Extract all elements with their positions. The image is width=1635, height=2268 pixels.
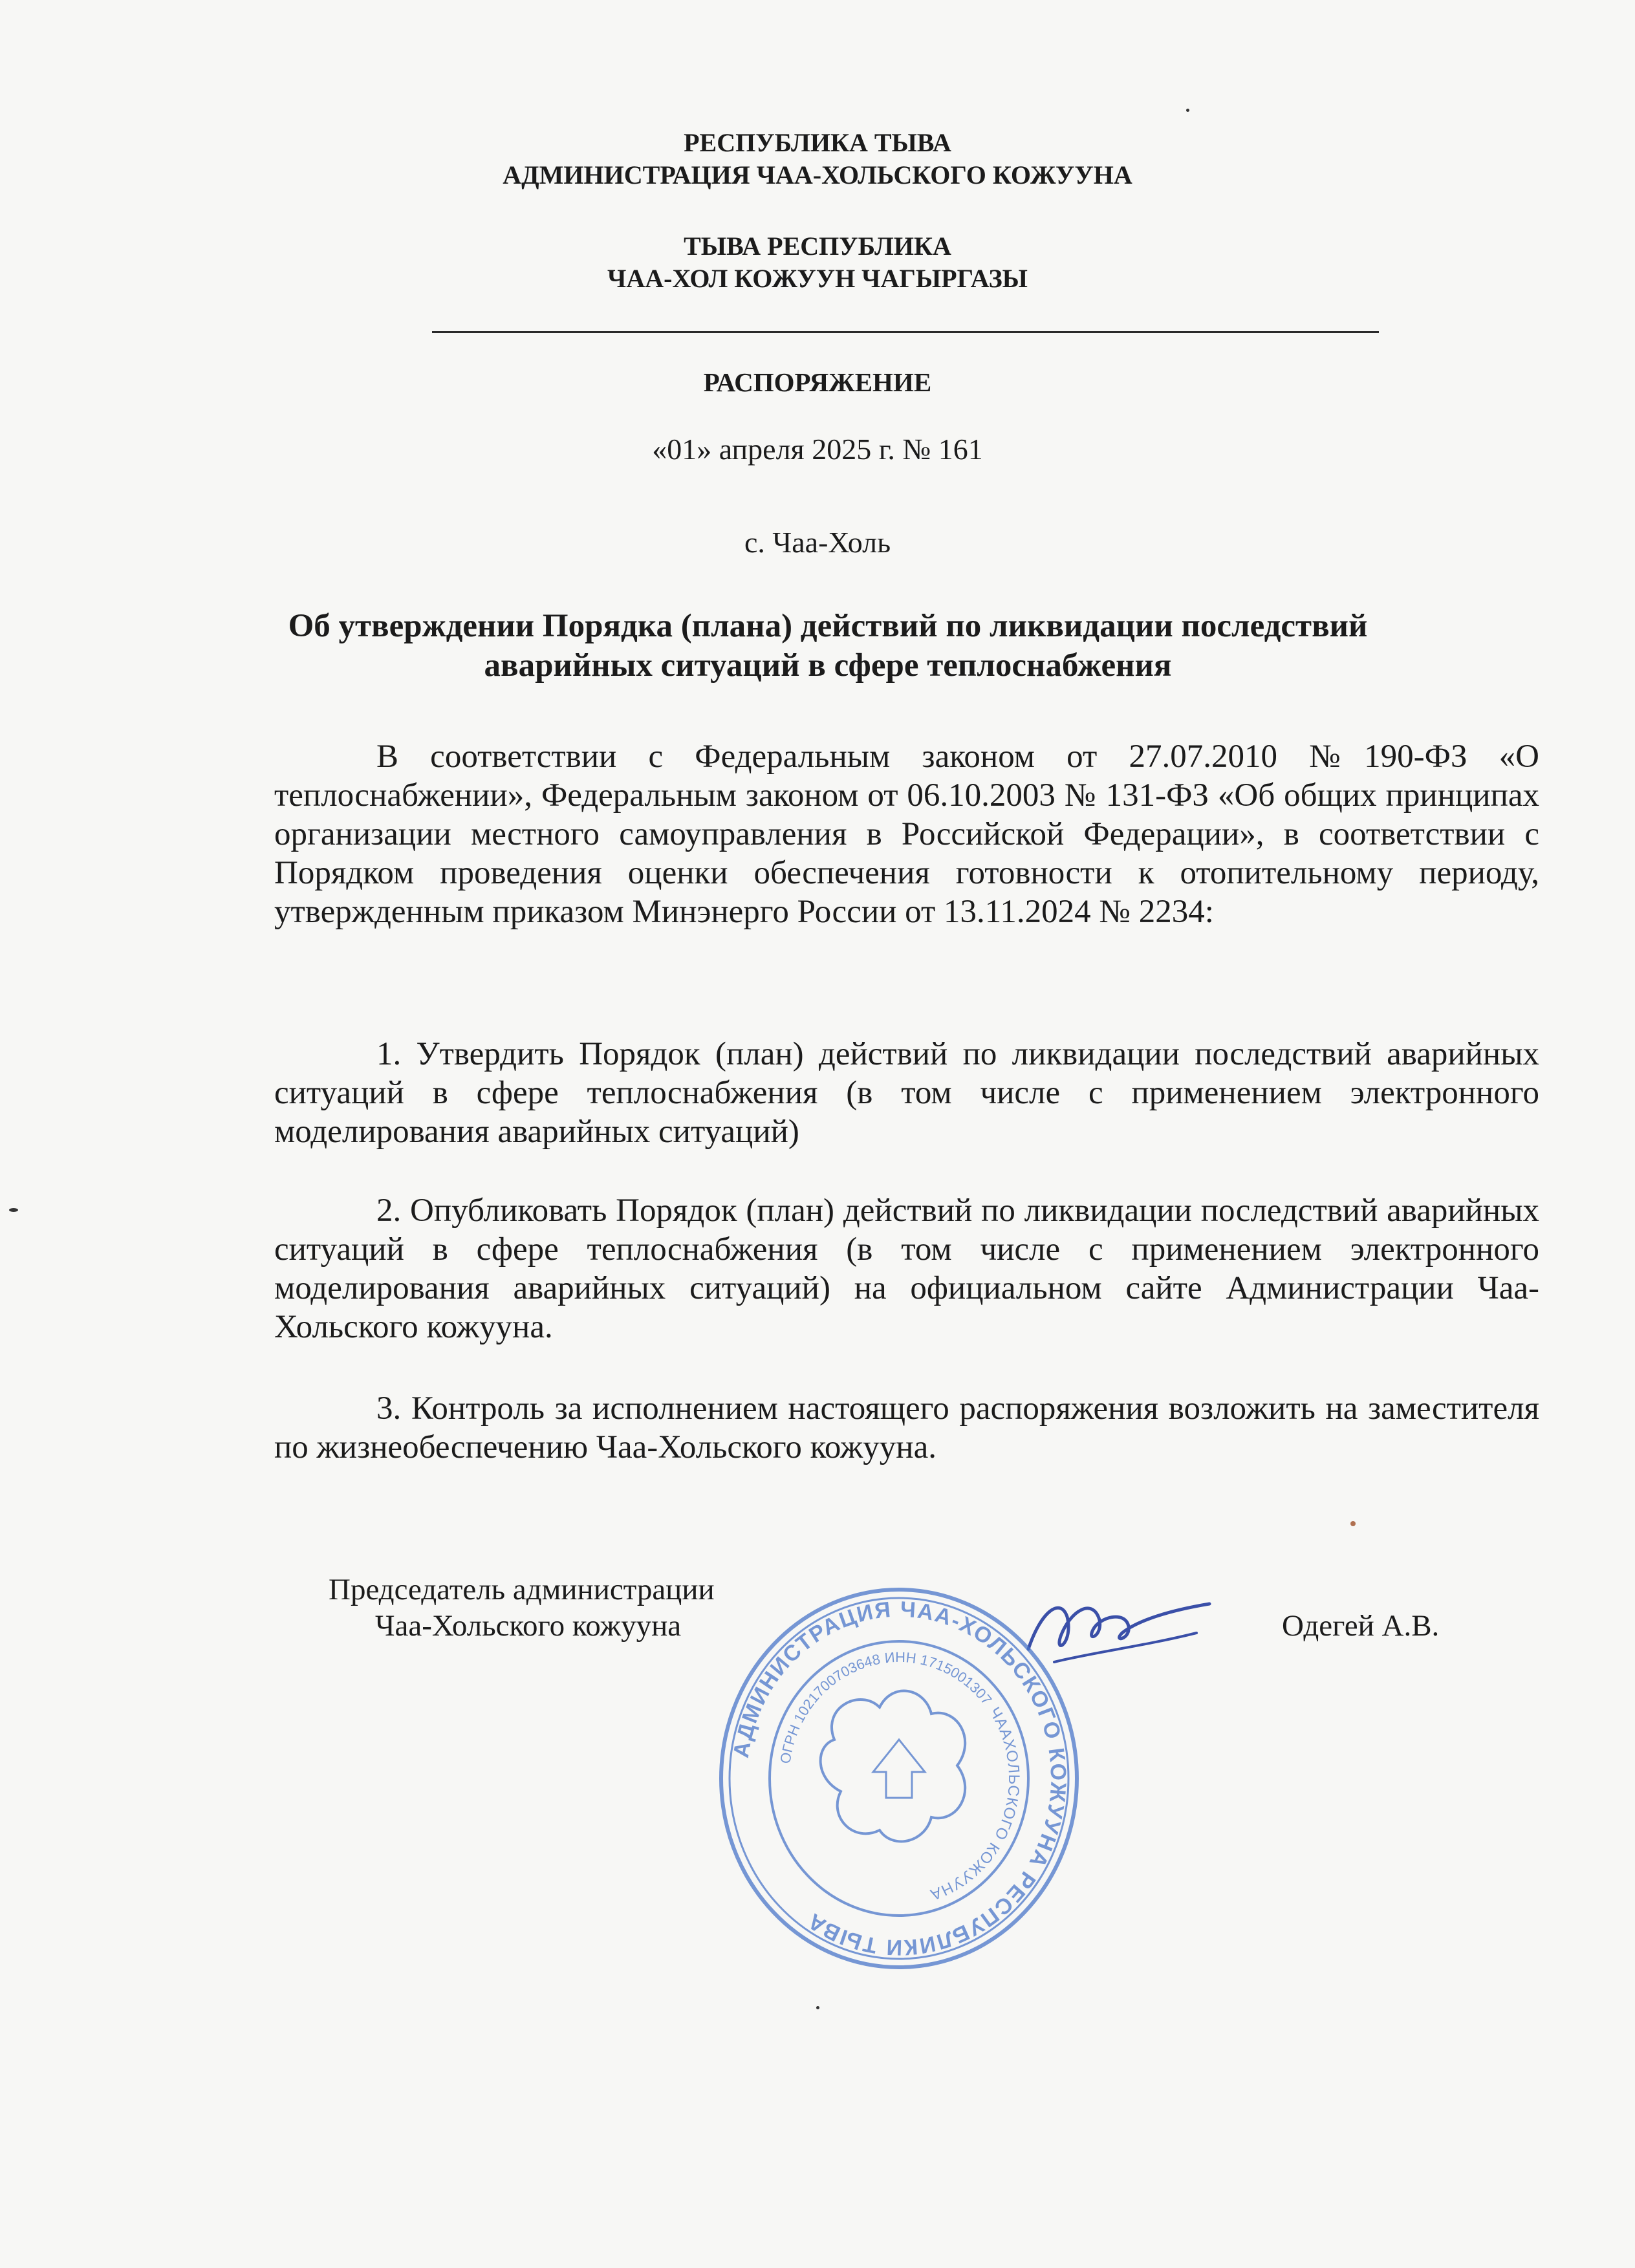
preamble-paragraph: В соответствии с Федеральным законом от 27.07.2010 №190-ФЗ «О теплоснабжении», Федеральным законом от 06.10.2003 № 131-ФЗ «Об общих принципах организации местного самоуправления в Российской Федерации», в соответствии с Порядком проведения оценки обеспечения готовности к отопительному периоду, утвержденным приказом Минэнерго России от 13.11.2024 № 2234:: [274, 739, 1539, 930]
svg-text:ОГРН 1021700703648 ИНН 1715001: [777, 1649, 995, 1765]
svg-text:ЧААХОЛЬСКОГО КОЖУУНА: [927, 1704, 1023, 1903]
date-number: «01» апреля 2025 г. № 161: [652, 433, 983, 466]
order-item-1: 1. Утвердить Порядок (план) действий по ликвидации последствий аварийных ситуаций в сфере теплоснабжения (в том числе с применением электронного моделирования аварийных ситуаций): [274, 1036, 1539, 1150]
signatory-position-line1: Председатель администрации: [329, 1573, 715, 1606]
scan-speck: [816, 2006, 819, 2009]
stamp-ring-text: АДМИНИСТРАЦИЯ ЧАА-ХОЛЬСКОГО КОЖУУНА РЕСПУБЛИКИ ТЫВА: [728, 1597, 1071, 1960]
header-divider: [432, 331, 1379, 333]
signatory-position-line2: Чаа-Хольского кожууна: [375, 1609, 682, 1643]
signatory-name: Одегей А.В.: [1282, 1609, 1440, 1643]
order-item-2: 2. Опубликовать Порядок (план) действий по ликвидации последствий аварийных ситуаций в сфере теплоснабжения (в том числе с применением электронного моделирования аварийных ситуаций) на официальном сайте Администрации Чаа-Хольского кожууна.: [274, 1193, 1539, 1345]
header-administration-tuvan: ЧАА-ХОЛ КОЖУУН ЧАГЫРГАЗЫ: [607, 264, 1028, 293]
official-stamp: [711, 1578, 1087, 1979]
place-of-issue: с. Чаа-Холь: [744, 526, 891, 559]
header-republic-tuvan: ТЫВА РЕСПУБЛИКА: [684, 232, 951, 261]
document-title: Об утверждении Порядка (плана) действий по ликвидации последствий аварийных ситуаций в сфере теплоснабжения: [288, 608, 1368, 684]
scan-speck: [1350, 1521, 1356, 1526]
header-republic: РЕСПУБЛИКА ТЫВА: [684, 128, 951, 157]
stamp-inner-text: ЧААХОЛЬСКОГО КОЖУУНА: [927, 1704, 1023, 1904]
scan-speck: [9, 1208, 18, 1212]
header-administration: АДМИНИСТРАЦИЯ ЧАА-ХОЛЬСКОГО КОЖУУНА: [503, 160, 1132, 189]
document-type: РАСПОРЯЖЕНИЕ: [703, 367, 932, 397]
order-item-3: 3. Контроль за исполнением настоящего распоряжения возложить на заместителя по жизнеобеспечению Чаа-Хольского кожууна.: [274, 1390, 1539, 1465]
scan-speck: [1186, 109, 1189, 112]
stamp-ogrn-text: ОГРН 1021700703648 ИНН 1715001307: [777, 1648, 995, 1765]
